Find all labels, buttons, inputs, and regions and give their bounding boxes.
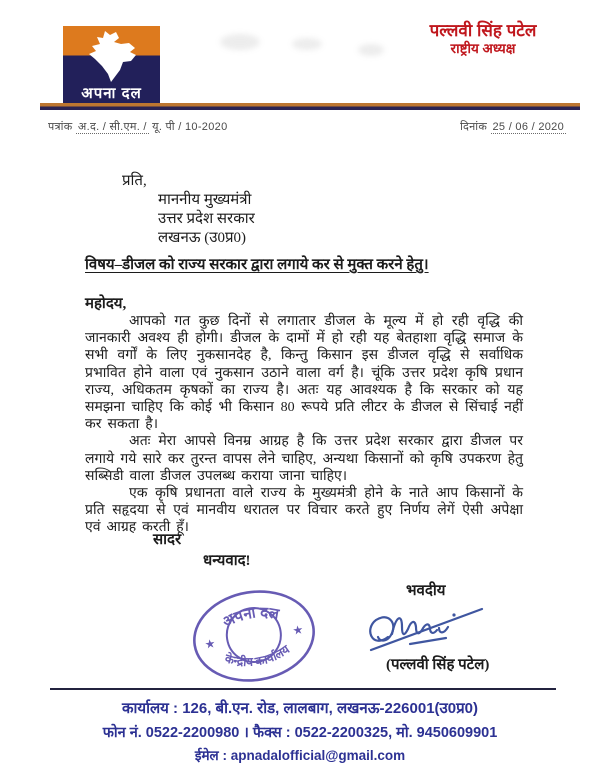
svg-text:अपना दल xyxy=(219,601,283,632)
party-name-label: अपना दल xyxy=(81,85,142,102)
body-paragraph: एक कृषि प्रधानता वाले राज्य के मुख्यमंत्री होने के नाते आप किसानों के प्रति सहृदया से एवं मानवीय धरातल पर विचार करते हुए निर्णय लेगें ऐसी अपेक्षा एवं आग्रह करती हूँ। xyxy=(85,486,523,536)
letter-ref xyxy=(48,119,227,134)
closing-regards: सादर xyxy=(153,532,182,548)
footer-email: ईमेल : apnadalofficial@gmail.com xyxy=(194,748,406,763)
star-icon: ★ xyxy=(203,636,217,652)
scan-artifact xyxy=(292,38,322,50)
signatory-name: (पल्लवी सिंह पटेल) xyxy=(386,657,490,673)
footer-address: कार्यालय : 126, बी.एन. रोड, लालबाग, लखनऊ-226001(उ0प्र0) xyxy=(122,700,478,717)
scan-artifact xyxy=(358,44,384,56)
stamp-top-text: अपना दल xyxy=(220,605,281,631)
recipient-line: उत्तर प्रदेश सरकार xyxy=(158,211,255,227)
body-paragraph: अतः मेरा आपसे विनम्र आग्रह है कि उत्तर प्रदेश सरकार द्वारा डीजल पर लगाये गये सारे कर तुरन्त वापस लेने चाहिए, अन्यथा किसानों को कृषि उपकरण हेतु सब्सिडी वाला डीजल उपलब्ध कराया जाना चाहिए। xyxy=(85,434,523,484)
to-label: प्रति, xyxy=(122,173,147,189)
ref-number-rest: यू. पी / 10-2020 xyxy=(152,121,228,133)
subject-line: विषय–डीजल को राज्य सरकार द्वारा लगाये कर से मुक्त करने हेतु। xyxy=(85,257,429,273)
party-logo xyxy=(63,26,160,104)
date-prefix: दिनांक xyxy=(460,121,488,133)
recipient-line: माननीय मुख्यमंत्री xyxy=(158,192,252,208)
ref-date-row xyxy=(48,119,566,134)
scan-artifact xyxy=(220,34,260,50)
stamp-bottom-text: केन्द्रीय कार्यालय xyxy=(223,642,293,669)
body-paragraph: आपको गत कुछ दिनों से लगातार डीजल के मूल्य में हो रही वृद्धि की जानकारी अवश्य ही होगी। डीजल के दामों में हो रही यह बेतहाशा वृद्धि समाज के सभी वर्गों के लिए नुकसानदेह है, किन्तु किसान इस डीजल वृद्धि से सर्वाधिक प्रभावित होने वाला एवं नुकसान उठाने वाला वर्ग है। चूंकि उत्तर प्रदेश कृषि प्रधान राज्य, अधिकतम कृषकों का राज्य है। अतः यह आवश्यक है कि सरकार को यह समझना चाहिए कि कोई भी किसान 80 रूपये प्रति लीटर के डीजल से सिंचाई नहीं कर सकता है। xyxy=(85,314,523,433)
salutation: महोदय, xyxy=(85,296,127,312)
footer-block xyxy=(0,695,600,764)
office-stamp xyxy=(176,571,331,702)
recipient-line: लखनऊ (उ0प्र0) xyxy=(158,230,247,246)
svg-text:केन्द्रीय कार्यालय xyxy=(220,641,294,674)
letter-body xyxy=(85,313,523,537)
recipient-block xyxy=(158,191,255,248)
footer-separator xyxy=(50,688,556,690)
footer-phone: फोन नं. 0522-2200980 । फैक्स : 0522-2200325, मो. 9450609901 xyxy=(102,725,498,741)
star-icon: ★ xyxy=(291,622,305,638)
ref-prefix: पत्रांक xyxy=(48,121,73,133)
closing-thanks: धन्यवाद! xyxy=(203,553,251,569)
officer-name: पल्लवी सिंह पटेल xyxy=(429,21,537,40)
sign-off: भवदीय xyxy=(406,583,446,599)
officer-title: राष्ट्रीय अध्यक्ष xyxy=(450,41,516,57)
letter-date xyxy=(460,119,566,134)
india-map-icon xyxy=(82,30,140,82)
ref-number-underlined: अ.द. / सी.एम. / xyxy=(77,121,147,133)
officer-block xyxy=(388,20,578,58)
header-separator xyxy=(40,103,580,110)
date-value: 25 / 06 / 2020 xyxy=(492,121,564,133)
signature-scrawl xyxy=(358,597,508,655)
